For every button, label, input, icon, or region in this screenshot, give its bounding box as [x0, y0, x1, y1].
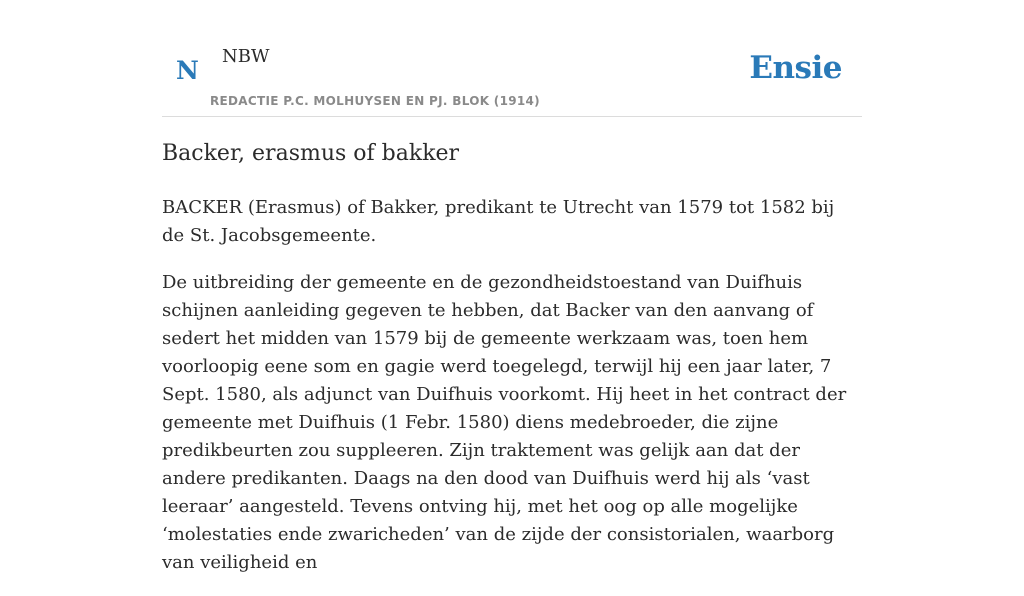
article-paragraph: BACKER (Erasmus) of Bakker, predikant te Utrecht van 1579 tot 1582 bij de St. Jacobsgemeente. [162, 197, 835, 246]
source-name[interactable]: NBW [222, 46, 270, 67]
article-title: Backer, erasmus of bakker [162, 141, 460, 166]
brand-logo[interactable]: Ensie [749, 50, 842, 86]
source-logo-icon[interactable]: N [176, 56, 199, 85]
article-paragraph: De uitbreiding der gemeente en de gezondheidstoestand van Duifhuis schijnen aanleiding gegeven te hebben, dat Backer van den aanvang of sedert het midden van 1579 bij de gemeente werkzaam was, toen hem voorloopig eene som en gagie werd toegelegd, terwijl hij een jaar later, 7 Sept. 1580, als adjunct van Duifhuis voorkomt. Hij heet in het contract der gemeente met Duifhuis (1 Febr. 1580) diens medebroeder, die zijne predikbeurten zou suppleeren. Zijn traktement was gelijk aan dat der andere predikanten. Daags na den dood van Duifhuis werd hij als ‘vast leeraar’ aangesteld. Tevens ontving hij, met het oog op alle mogelijke ‘molestaties ende zwaricheden’ van de zijde der consistorialen, waarborg van veiligheid en [162, 272, 847, 573]
header [162, 0, 862, 117]
article [162, 136, 862, 596]
source-editors: REDACTIE P.C. MOLHUYSEN EN PJ. BLOK (1914) [210, 94, 540, 108]
